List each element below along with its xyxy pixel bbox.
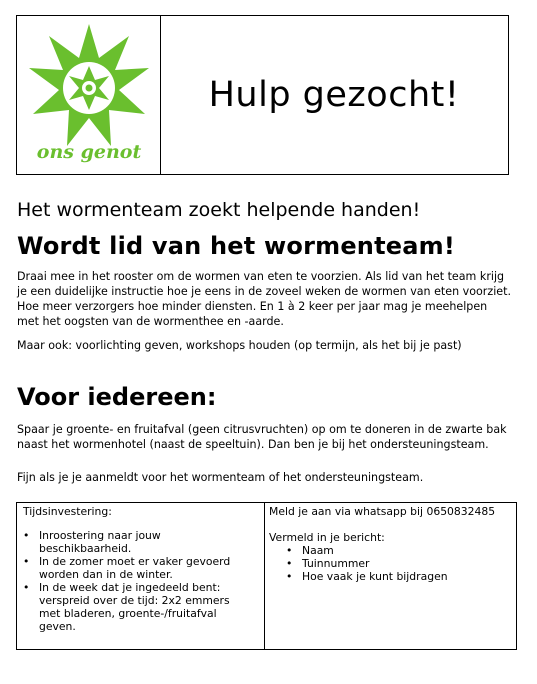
- list-item: • In de week dat je ingedeeld bent: verspreid over de tijd: 2x2 emmers met bladeren, groente-/fruitafval geven.: [23, 581, 253, 633]
- section1-heading: Wordt lid van het wormenteam!: [17, 232, 455, 260]
- list-item: • Hoe vaak je kunt bijdragen: [286, 570, 448, 583]
- page-title: Hulp gezocht!: [208, 75, 460, 115]
- message-instructions: Vermeld in je bericht:: [269, 531, 385, 544]
- section1-extra: Maar ook: voorlichting geven, workshops houden (op termijn, als het bij je past): [17, 339, 462, 352]
- message-list: [286, 544, 448, 583]
- list-item: • Inroostering naar jouw beschikbaarheid.: [23, 529, 253, 555]
- section1-line: Hoe meer verzorgers hoe minder diensten. En 1 à 2 keer per jaar mag je meehelpen: [17, 300, 488, 313]
- list-item: • In de zomer moet er vaker gevoerd worden dan in de winter.: [23, 555, 253, 581]
- header-box: [16, 15, 509, 175]
- logo-cell: [17, 16, 161, 174]
- section1-line: Draai mee in het rooster om de wormen van eten te voorzien. Als lid van het team krijg: [17, 270, 505, 283]
- section1-line: met het oogsten van de wormenthee en -aarde.: [17, 315, 284, 328]
- list-item: • Naam: [286, 544, 448, 557]
- section1-line: je een duidelijke instructie hoe je eens in de zoveel weken de wormen van eten voorziet.: [17, 285, 511, 298]
- time-investment-heading: Tijdsinvestering:: [23, 505, 112, 518]
- whatsapp-contact: Meld je aan via whatsapp bij 0650832485: [269, 505, 496, 518]
- signup-text: Fijn als je je aanmeldt voor het wormenteam of het ondersteuningsteam.: [17, 471, 424, 484]
- section2-paragraph: [17, 422, 522, 452]
- time-investment-list: [23, 529, 253, 633]
- info-table: [16, 502, 517, 650]
- section1-paragraph: [17, 269, 517, 329]
- title-cell: [160, 16, 508, 174]
- time-investment-cell: [17, 503, 265, 649]
- logo-text: ons genot: [36, 141, 142, 163]
- list-item: • Tuinnummer: [286, 557, 448, 570]
- subtitle: Het wormenteam zoekt helpende handen!: [17, 199, 421, 221]
- section2-line: Spaar je groente- en fruitafval (geen citrusvruchten) op om te doneren in de zwarte bak: [17, 423, 507, 436]
- signup-cell: [264, 503, 516, 649]
- section2-heading: Voor iedereen:: [17, 383, 217, 411]
- ons-genot-logo: [23, 16, 155, 174]
- section2-line: naast het wormenhotel (naast de speeltuin). Dan ben je bij het ondersteuningsteam.: [17, 438, 489, 451]
